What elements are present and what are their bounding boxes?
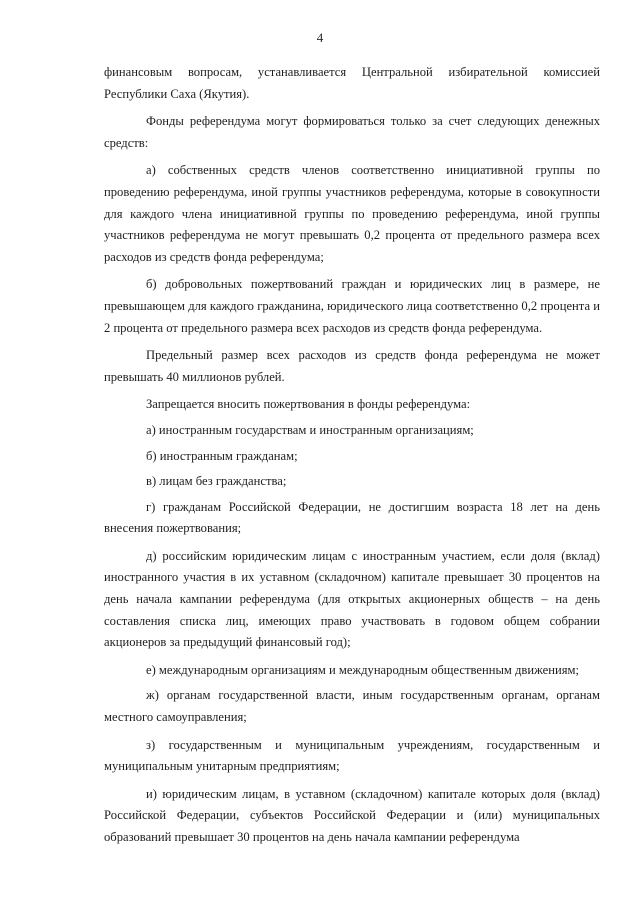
paragraph-prohibited-intro: Запрещается вносить пожертвования в фонды референдума: (146, 397, 471, 412)
paragraph-expense-limit: Предельный размер всех расходов из средств фонда референдума не может превышать 40 миллионов рублей. (104, 348, 600, 384)
paragraph-prohibited-e: д) российским юридическим лицам с иностранным участием, если доля (вклад) иностранного участия в их уставном (складочном) капитале превышает 30 процентов на день начала кампании референдума (для открытых акционерных обществ – на день составления списка лиц, имеющих право участвовать в годовом общем собрании акционеров за предыдущий финансовый год); (104, 548, 600, 650)
paragraph-item-b-donations: б) добровольных пожертвований граждан и юридических лиц в размере, не превышающем для каждого гражданина, юридического лица соответственно 0,2 процента и 2 процента от предельного размера всех расходов из средств фонда референдума. (104, 277, 600, 335)
page-number: 4 (316, 30, 324, 45)
paragraph-continuation: финансовым вопросам, устанавливается Центральной избирательной комиссией Республики Саха (Якутия). (104, 65, 600, 101)
paragraph-prohibited-h: з) государственным и муниципальным учреждениям, государственным и муниципальным унитарным предприятиям; (104, 737, 600, 774)
paragraph-item-a-own-funds: а) собственных средств членов соответственно инициативной группы по проведению референдума, иной группы участников референдума, которые в совокупности для каждого члена инициативной группы по проведению референдума, иной группы участников референдума не могут превышать 0,2 процента от предельного размера всех расходов из средств фонда референдума; (104, 163, 600, 264)
paragraph-prohibited-c: в) лицам без гражданства; (146, 474, 287, 489)
paragraph-prohibited-g: ж) органам государственной власти, иным государственным органам, органам местного самоуправления; (104, 688, 600, 725)
paragraph-prohibited-a: а) иностранным государствам и иностранным организациям; (146, 422, 474, 437)
paragraph-prohibited-f: е) международным организациям и международным общественным движениям; (146, 662, 579, 677)
document-body (104, 62, 600, 849)
paragraph-fund-sources-intro: Фонды референдума могут формироваться только за счет следующих денежных средств: (104, 114, 600, 150)
paragraph-prohibited-d: г) гражданам Российской Федерации, не достигшим возраста 18 лет на день внесения пожертвования; (104, 499, 600, 536)
paragraph-prohibited-i: и) юридическим лицам, в уставном (складочном) капитале которых доля (вклад) Российской Федерации, субъектов Российской Федерации и (или) муниципальных образований превышает 30 процентов на день начала кампании референдума (104, 786, 600, 844)
paragraph-prohibited-b: б) иностранным гражданам; (146, 448, 298, 463)
